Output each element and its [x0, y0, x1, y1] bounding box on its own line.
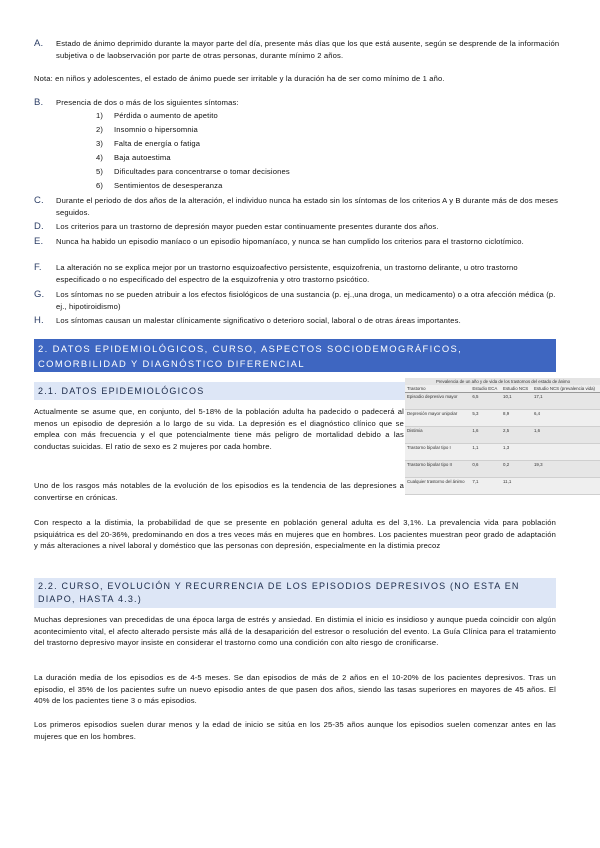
table-row: Trastorno bipolar tipo I 1,1 1,3	[405, 444, 600, 461]
table-row: Cualquier trastorno del ánimo 7,1 11,1	[405, 478, 600, 495]
prevalence-table	[405, 378, 600, 495]
criterion-text: Los síntomas no se pueden atribuir a los efectos fisiológicos de una sustancia (p. ej.,una droga, un medicamento) o a otra afección médica (p. ej., hipotiroidismo)	[56, 290, 556, 311]
criterion-b	[34, 97, 560, 109]
criterion-text: Los síntomas causan un malestar clínicamente significativo o deterioro social, laboral o de otras áreas importantes.	[56, 316, 461, 325]
criterion-c	[34, 195, 560, 218]
symptom-item: 2) Insomnio o hipersomnia	[96, 125, 198, 134]
paragraph-epidemiology-1: Actualmente se asume que, en conjunto, del 5-18% de la población adulta ha padecido o padecerá al menos un episodio de depresión a lo largo de su vida. La depresión es el diagnóstico clínico que se emplea con más frecuencia y el que potencialmente tiene más peligro de mortalidad debido a las conductas suicidas. El ratio de sexo es 2 mujeres por cada hombre.	[34, 407, 404, 451]
criterion-f	[34, 262, 560, 285]
criterion-letter: C.	[34, 195, 44, 206]
table-row: Distimia 1,6 2,5 1,6	[405, 427, 600, 444]
criterion-h	[34, 315, 560, 327]
section-2-2-heading: 2.2. CURSO, EVOLUCIÓN Y RECURRENCIA DE LOS EPISODIOS DEPRESIVOS (NO ESTA EN DIAPO, HASTA 4.3.)	[34, 578, 556, 608]
criterion-letter: D.	[34, 221, 44, 232]
table-caption: Prevalencia de un año y de vida de los trastornos del estado de ánimo	[405, 378, 600, 385]
criterion-text: Durante el periodo de dos años de la alteración, el individuo nunca ha estado sin los síntomas de los criterios A y B durante más de dos meses seguidos.	[56, 196, 559, 217]
criterion-a	[34, 38, 560, 61]
criterion-letter: E.	[34, 236, 44, 247]
criterion-letter: H.	[34, 315, 44, 326]
symptom-item: 6) Sentimientos de desesperanza	[96, 181, 223, 190]
criterion-letter: G.	[34, 289, 45, 300]
paragraph-curso-3: Los primeros episodios suelen durar menos y la edad de inicio se sitúa en los 25-35 años aunque los episodios suelen comenzar antes en las mujeres que en los hombres.	[34, 720, 556, 741]
criterion-letter: F.	[34, 262, 42, 273]
paragraph-epidemiology-2: Uno de los rasgos más notables de la evolución de los episodios es la tendencia de las depresiones a convertirse en crónicas.	[34, 481, 404, 502]
table-row: Depresión mayor unipolar 5,3 8,9 6,4	[405, 410, 600, 427]
paragraph-curso-2: La duración media de los episodios es de 4-5 meses. Se dan episodios de más de 2 años en el 10-20% de los pacientes depresivos. Tras un episodio, el 35% de los pacientes sufre un nuevo episodio antes de que pasen dos años, siendo las tasas superiores en mayores de 45 años. El 40% de los pacientes tiene 3 o más episodios.	[34, 673, 556, 706]
table-row: Trastorno bipolar tipo II 0,6 0,2 19,3	[405, 461, 600, 478]
criterion-text: Presencia de dos o más de los siguientes síntomas:	[56, 98, 239, 107]
symptom-item: 1) Pérdida o aumento de apetito	[96, 111, 218, 120]
symptom-item: 3) Falta de energía o fatiga	[96, 139, 201, 148]
symptom-item: 4) Baja autoestima	[96, 153, 171, 162]
paragraph-curso-1: Muchas depresiones van precedidas de una época larga de estrés y ansiedad. En distimia el inicio es insidioso y aunque pueda coincidir con algún acontecimiento vital, el afecto alterado persiste más allá de la desaparición del estresor o resolución del evento. La Guía Clínica para el tratamiento del trastorno depresivo mayor insiste en considerar el trastorno como una condición con alto riesgo de cronificarse.	[34, 615, 556, 648]
section-2-heading: 2. DATOS EPIDEMIOLÓGICOS, CURSO, ASPECTOS SOCIODEMOGRÁFICOS, COMORBILIDAD Y DIAGNÓSTICO DIFERENCIAL	[34, 339, 556, 372]
table-header: Trastorno	[405, 385, 470, 393]
section-2-1-heading: 2.1. DATOS EPIDEMIOLÓGICOS	[34, 382, 406, 400]
criterion-text: La alteración no se explica mejor por un trastorno esquizoafectivo persistente, esquizofrenia, un trastorno delirante, u otro trastorno especificado o no especificado del espectro de la esquizofrenia y otro trastorno psicótico.	[56, 263, 518, 284]
criterion-g	[34, 289, 560, 312]
paragraph-epidemiology-3: Con respecto a la distimia, la probabilidad de que se presente en población general adulta es del 3,1%. La prevalencia vida para población psiquiátrica es del 20-36%, predominando en dos a tres veces más en mujeres que en hombres. Los pacientes muestran peor grado de adaptación y más alteraciones a nivel laboral y doméstico que las personas con depresión, especialmente en la distimia precoz	[34, 518, 556, 551]
note-text: Nota: en niños y adolescentes, el estado de ánimo puede ser irritable y la duración ha de ser como mínimo de 1 año.	[34, 74, 445, 83]
criterion-e	[34, 236, 560, 248]
criterion-text: Estado de ánimo deprimido durante la mayor parte del día, presente más días que los que está ausente, según se desprende de la información subjetiva o de laobservación por parte de otras personas, durante mínimo 2 años.	[56, 39, 560, 60]
criterion-d	[34, 221, 560, 233]
table-header: Estudio ECA	[470, 385, 501, 393]
criterion-text: Los criterios para un trastorno de depresión mayor pueden estar continuamente presentes durante dos años.	[56, 222, 439, 231]
table-row: Episodio depresivo mayor 6,5 10,1 17,1	[405, 393, 600, 410]
table-header: Estudio NCS (prevalencia vida)	[532, 385, 600, 393]
table-header: Estudio NCS	[501, 385, 532, 393]
symptom-item: 5) Dificultades para concentrarse o tomar decisiones	[96, 167, 290, 176]
criterion-letter: B.	[34, 97, 44, 108]
criterion-letter: A.	[34, 38, 44, 49]
criterion-text: Nunca ha habido un episodio maníaco o un episodio hipomaníaco, y nunca se han cumplido los criterios para el trastorno ciclotímico.	[56, 237, 524, 246]
